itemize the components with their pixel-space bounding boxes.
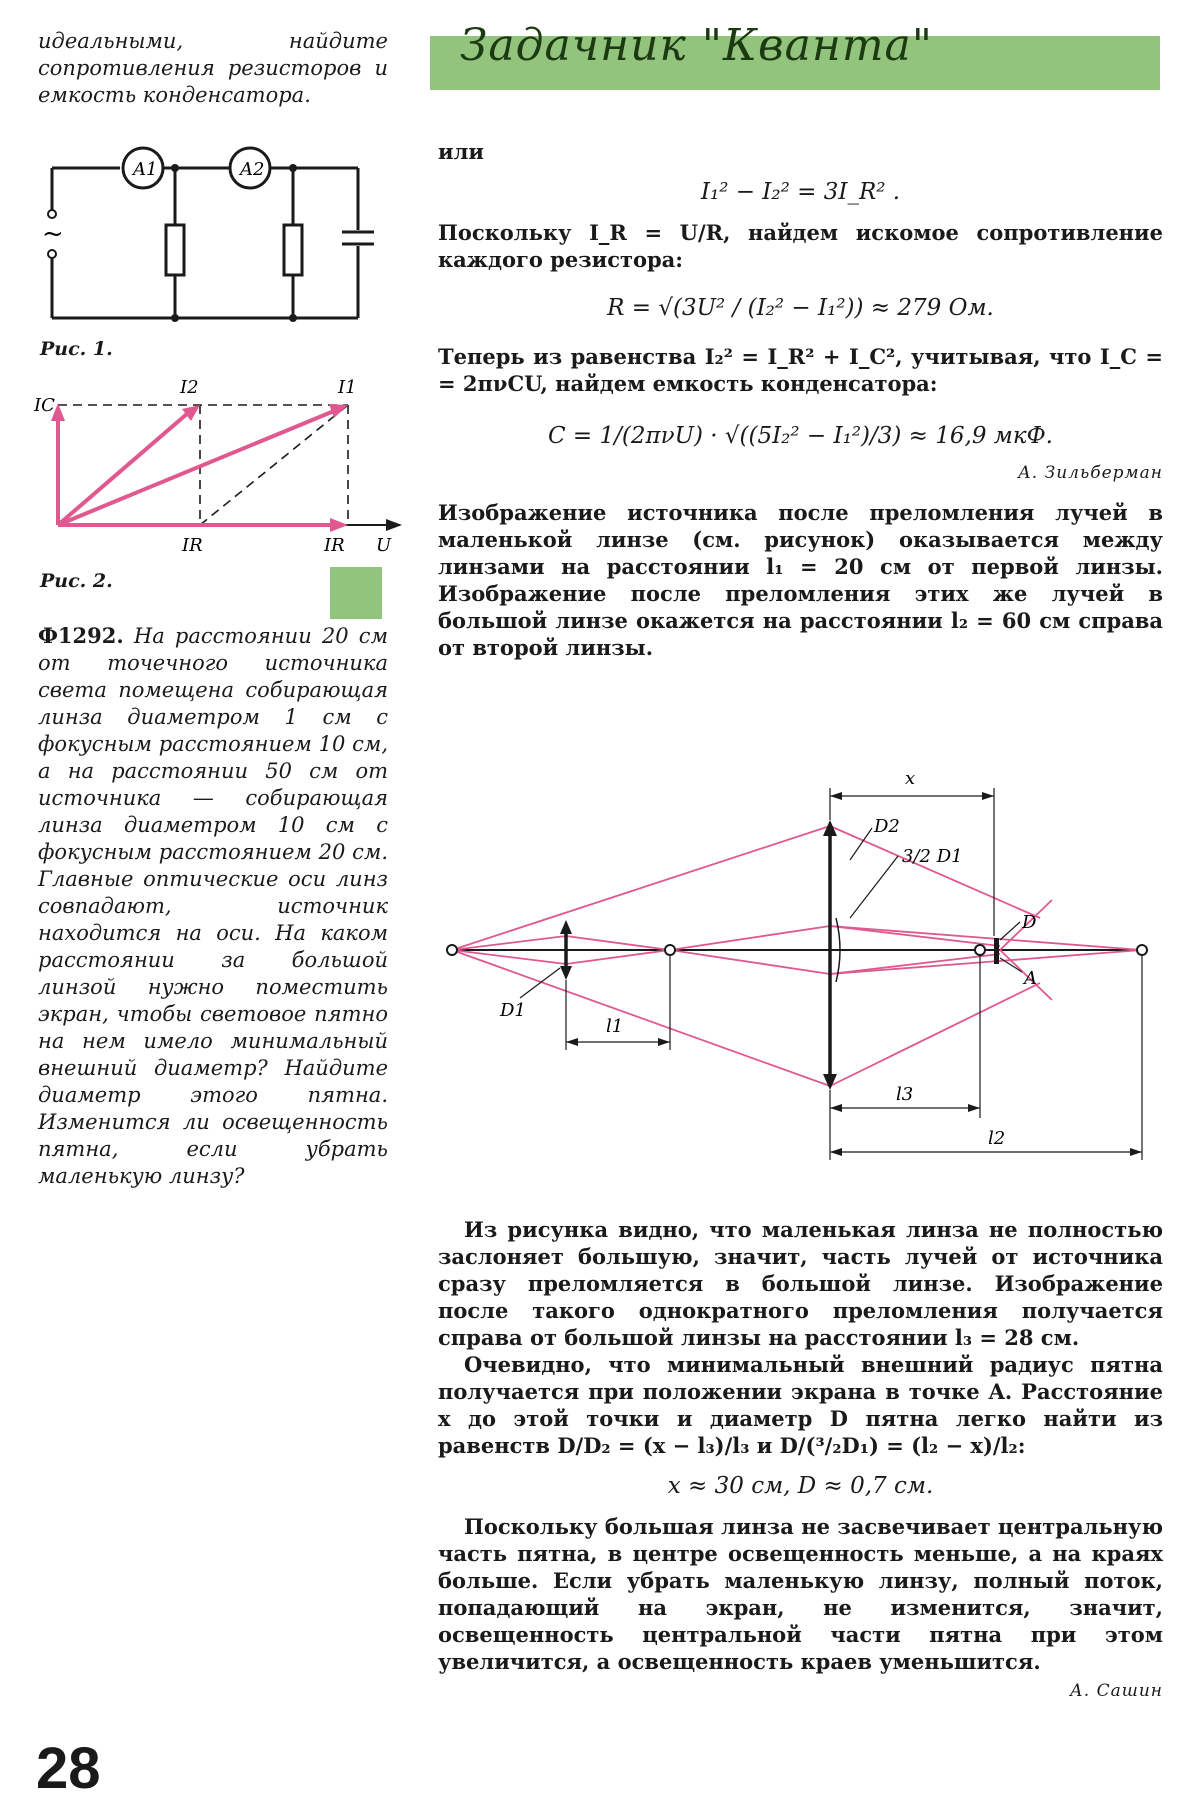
- page-number: 28: [36, 1736, 101, 1801]
- phasor-label-ic: IC: [34, 395, 55, 416]
- paragraph-1: Поскольку I_R = U/R, найдем искомое сопротивление каждого резистора:: [438, 220, 1163, 272]
- label-d2: D2: [874, 816, 900, 837]
- right-column-lower: [438, 1216, 1163, 1717]
- label-l2: l2: [988, 1128, 1006, 1149]
- phasor-label-u: U: [376, 535, 392, 556]
- paragraph-4: Из рисунка видно, что маленькая линза не полностью заслоняет большую, значит, часть лучей от источника сразу преломляется в большой линзе. Изображение после такого однократного преломления получается справа от большой линзы на расстоянии l₃ = 28 см.: [438, 1217, 1163, 1350]
- lens-ray-diagram: [440, 768, 1160, 1188]
- right-column: [438, 138, 1163, 661]
- fig2-caption: Рис. 2.: [40, 570, 113, 592]
- label-d: D: [1022, 912, 1037, 933]
- signature-1: А. Зильберман: [1017, 463, 1163, 483]
- ammeter-a2-label: A2: [240, 159, 265, 180]
- problem-text: На расстоянии 20 см от точечного источника света помещена собирающая линза диаметром 1 см с фокусным расстоянием 10 см, а на расстоянии 50 см от источника — собирающая линза диаметром 10 см с фокусным расстоянием 20 см. Главные оптические оси линз совпадают, источник находится на оси. На каком расстоянии за большой линзой нужно поместить экран, чтобы световое пятно на нем имело минимальный внешний диаметр? Найдите диаметр этого пятна. Изменится ли освещенность пятна, если убрать маленькую линзу?: [38, 624, 388, 1188]
- section-title: Задачник "Кванта": [460, 20, 934, 71]
- green-marker: [330, 567, 382, 619]
- label-d1: D1: [500, 1000, 526, 1021]
- problem-block: [38, 622, 388, 1190]
- phasor-label-i2: I2: [180, 377, 199, 398]
- label-l1: l1: [606, 1016, 624, 1037]
- paragraph-6: Поскольку большая линза не засвечивает центральную часть пятна, в центре освещенность меньше, а на краях больше. Если убрать маленькую линзу, полный поток, попадающий на экран, не изменится, значит, освещенность центральной части пятна при этом увеличится, а освещенность краев уменьшится.: [438, 1514, 1163, 1674]
- label-three-halves-d1: 3/2 D1: [902, 846, 963, 867]
- phasor-label-ir1: IR: [182, 535, 203, 556]
- problem-id: Ф1292.: [38, 623, 124, 648]
- equation-2: R = √(3U² / (I₂² − I₁²)) ≈ 279 Ом.: [607, 295, 994, 321]
- left-column: [38, 28, 388, 109]
- phasor-label-ir2: IR: [324, 535, 345, 556]
- equation-3: C = 1/(2πνU) · √((5I₂² − I₁²)/3) ≈ 16,9 мкФ.: [547, 423, 1053, 449]
- fig1-caption: Рис. 1.: [40, 338, 113, 360]
- label-a: A: [1024, 968, 1037, 989]
- paragraph-3: Изображение источника после преломления лучей в маленькой линзе (см. рисунок) оказывается между линзами на расстоянии l₁ = 20 см от первой линзы. Изображение после преломления этих же лучей в большой линзе окажется на расстоянии l₂ = 60 см справа от второй линзы.: [438, 500, 1163, 660]
- equation-1: I₁² − I₂² = 3I_R² .: [700, 179, 901, 205]
- ac-source-symbol: ~: [42, 219, 64, 249]
- phasor-diagram: [30, 375, 405, 565]
- label-l3: l3: [896, 1084, 914, 1105]
- signature-2: А. Сашин: [1069, 1681, 1163, 1701]
- label-x: x: [905, 768, 916, 789]
- ammeter-a1-label: A1: [133, 159, 158, 180]
- circuit-figure: [40, 130, 380, 330]
- equation-4: x ≈ 30 см, D ≈ 0,7 см.: [667, 1473, 934, 1499]
- intro-text: идеальными, найдите сопротивления резисторов и емкость конденсатора.: [38, 29, 388, 107]
- or-word: или: [438, 139, 484, 164]
- phasor-label-i1: I1: [338, 377, 357, 398]
- paragraph-2: Теперь из равенства I₂² = I_R² + I_C², учитывая, что I_C = = 2πνCU, найдем емкость конденсатора:: [438, 344, 1163, 396]
- paragraph-5: Очевидно, что минимальный внешний радиус пятна получается при положении экрана в точке A. Расстояние x до этой точки и диаметр D пятна легко найти из равенств D/D₂ = (x − l₃)/l₃ и D/(³/₂D₁) = (l₂ − x)/l₂:: [438, 1352, 1163, 1458]
